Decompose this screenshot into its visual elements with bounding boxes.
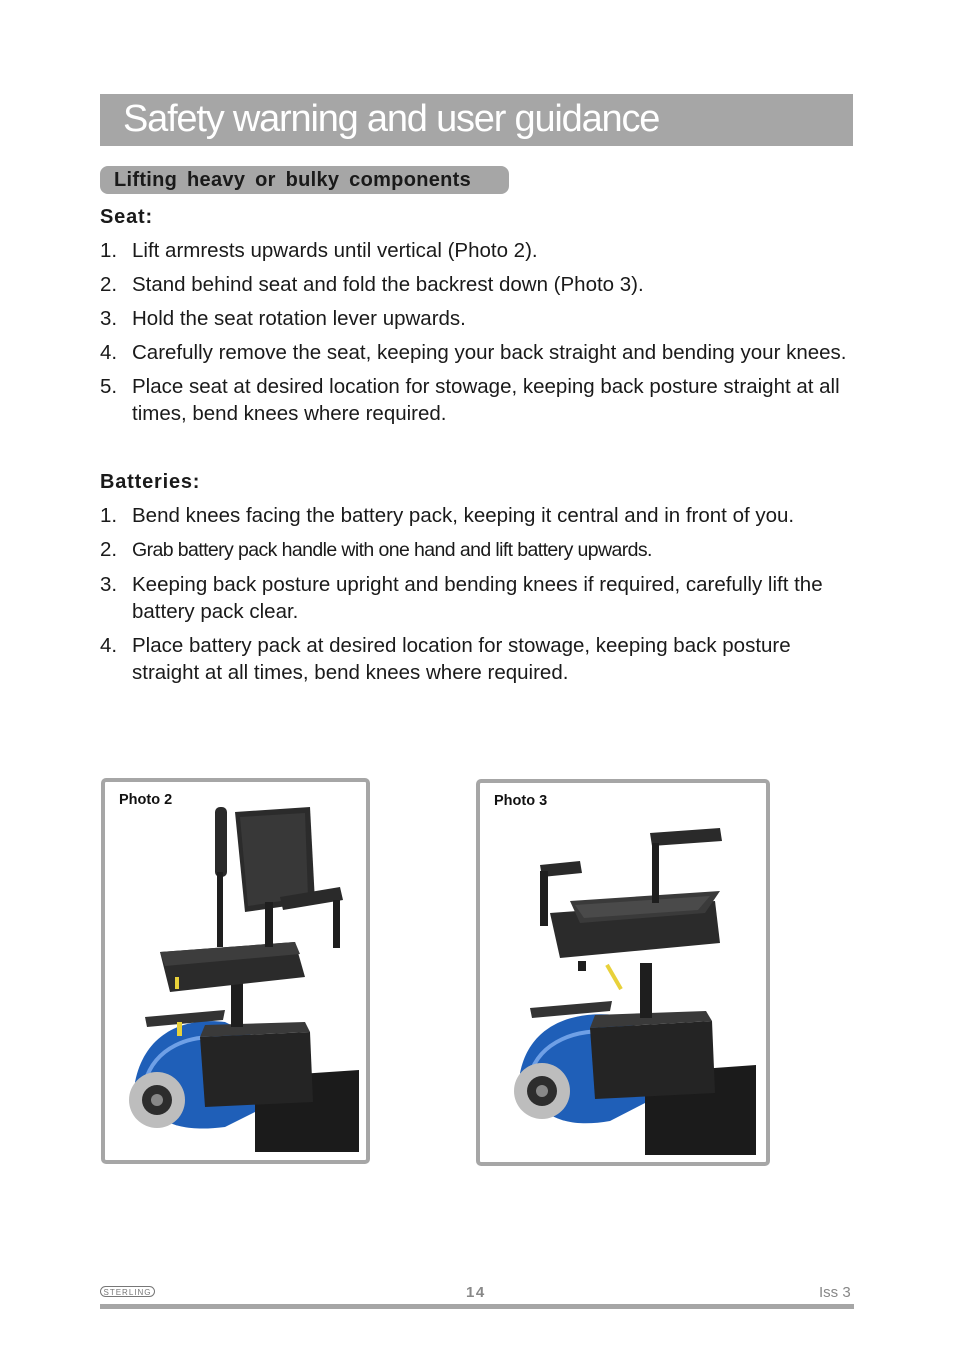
brand-logo: STERLING [100, 1286, 155, 1297]
footer-divider [100, 1304, 854, 1309]
seat-steps-list [100, 237, 860, 434]
list-item: 2. Stand behind seat and fold the backrest down (Photo 3). [100, 273, 644, 296]
photo-2-image [105, 782, 366, 1160]
list-item: 1. Lift armrests upwards until vertical (Photo 2). [100, 239, 538, 262]
issue-label: Iss 3 [819, 1284, 851, 1301]
list-item: 3. Hold the seat rotation lever upwards. [100, 307, 466, 330]
photo-3-caption: Photo 3 [494, 793, 548, 809]
list-item: 4. Place battery pack at desired location for stowage, keeping back posture straight at all times, bend knees where required. [100, 634, 791, 684]
photo-2-frame [101, 778, 370, 1164]
photo-2-caption: Photo 2 [119, 792, 173, 808]
title-bar [100, 94, 853, 146]
seat-heading: Seat: [100, 206, 153, 228]
page-number: 14 [466, 1284, 486, 1301]
list-item: 2. Grab battery pack handle with one hand and lift battery upwards. [100, 538, 652, 561]
list-item: 5. Place seat at desired location for stowage, keeping back posture straight at all times, bend knees where required. [100, 375, 840, 425]
list-item: 3. Keeping back posture upright and bending knees if required, carefully lift the battery pack clear. [100, 573, 823, 623]
photo-3-image [480, 783, 766, 1162]
photo-3-frame [476, 779, 770, 1166]
batteries-steps-list [100, 502, 860, 693]
page-title: Safety warning and user guidance [123, 98, 660, 140]
list-item: 1. Bend knees facing the battery pack, keeping it central and in front of you. [100, 504, 795, 527]
batteries-heading: Batteries: [100, 471, 201, 493]
list-item: 4. Carefully remove the seat, keeping your back straight and bending your knees. [100, 341, 847, 364]
section-label-text: Lifting heavy or bulky components [114, 169, 472, 191]
section-label [100, 166, 509, 194]
